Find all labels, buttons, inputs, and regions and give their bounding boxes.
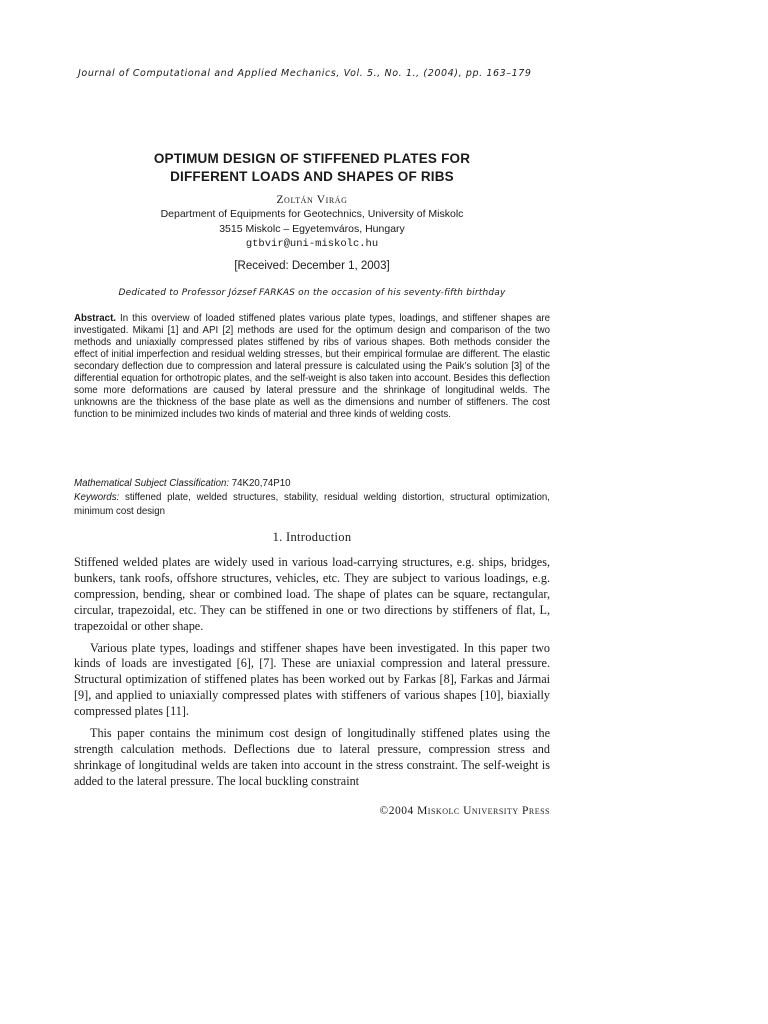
- author-name: Zoltán Virág: [276, 194, 348, 206]
- keywords-label: Keywords:: [74, 492, 120, 503]
- classification-value: 74K20,74P10: [231, 478, 291, 489]
- author-email: gtbvir@uni-miskolc.hu: [245, 238, 379, 250]
- abstract: [74, 313, 550, 421]
- subject-classification: [74, 477, 550, 491]
- affiliation-department: Department of Equipments for Geotechnics, University of Miskolc: [160, 208, 464, 220]
- received-date: [Received: December 1, 2003]: [234, 260, 390, 272]
- paragraph: This paper contains the minimum cost design of longitudinally stiffened plates using the strength calculation methods. Deflections due to lateral pressure, compression stress and shrinkage of longitudinal welds are taken into account in the stress constraint. The self-weight is added to the lateral pressure. The local buckling constraint: [74, 726, 550, 788]
- author-affiliation: [74, 207, 550, 252]
- abstract-label: Abstract.: [74, 313, 116, 324]
- paragraph: Various plate types, loadings and stiffener shapes have been investigated. In this paper two kinds of loads are investigated [6], [7]. These are uniaxial compression and lateral pressure. Structural optimization of stiffened plates has been worked out by Farkas [8], Farkas and Jármai [9], and applied to uniaxially compressed plates with stiffeners of various shapes [10], biaxially compressed plates [11].: [74, 640, 550, 719]
- body-text: [74, 555, 550, 796]
- classification-label: Mathematical Subject Classification:: [74, 478, 230, 489]
- paper-title: [74, 150, 550, 186]
- keywords-value: stiffened plate, welded structures, stability, residual welding distortion, structural optimization, minimum cost design: [74, 492, 550, 517]
- abstract-text: In this overview of loaded stiffened plates various plate types, loadings, and stiffener shapes are investigated. Mikami [1] and API [2] methods are used for the optimum design and comparison of the two methods and uniaxially compressed plates stiffened by ribs of various shapes. Both methods consider the effect of initial imperfection and residual welding stresses, but their empirical formulae are different. The elastic secondary deflection due to compression and lateral pressure is calculated using the Paik’s solution [3] of the differential equation for orthotropic plates, and the self-weight is also taken into account. Besides this deflection some more deformations are caused by lateral pressure and the shrinkage of longitudinal welds. The unknowns are the thickness of the base plate as well as the dimensions and number of stiffeners. The cost function to be minimized includes two kinds of material and three kinds of welding costs.: [74, 313, 550, 420]
- title-line: OPTIMUM DESIGN OF STIFFENED PLATES FOR: [153, 151, 471, 166]
- journal-citation: Journal of Computational and Applied Mechanics, Vol. 5., No. 1., (2004), pp. 163–179: [78, 68, 532, 79]
- affiliation-address: 3515 Miskolc – Egyetemváros, Hungary: [219, 223, 405, 235]
- paragraph: Stiffened welded plates are widely used in various load-carrying structures, e.g. ships, bridges, bunkers, tank roofs, offshore structures, vehicles, etc. They are subject to various loadings, e.g. compression, bending, shear or combined load. The shape of plates can be square, rectangular, circular, trapezoidal, etc. They can be stiffened in one or two directions by stiffeners of flat, L, trapezoidal or other shape.: [74, 555, 550, 633]
- section-heading: 1. Introduction: [272, 530, 352, 544]
- keywords: [74, 491, 550, 519]
- copyright-notice: ©2004 Miskolc University Press: [379, 805, 550, 817]
- classification-block: [74, 477, 550, 519]
- title-line: DIFFERENT LOADS AND SHAPES OF RIBS: [170, 169, 454, 184]
- dedication: Dedicated to Professor József FARKAS on the occasion of his seventy-fifth birthday: [118, 288, 506, 298]
